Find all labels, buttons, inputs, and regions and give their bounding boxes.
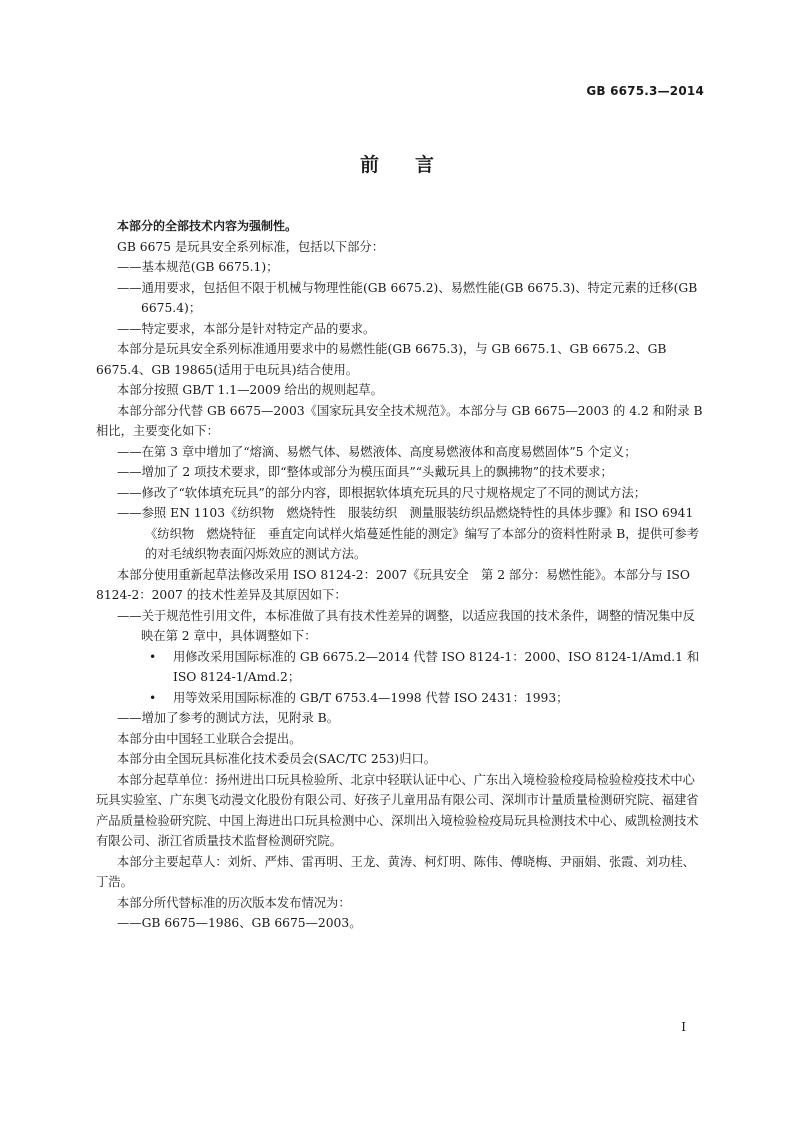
dash-item: ——GB 6675—1986、GB 6675—2003。 [117, 916, 362, 930]
paragraph: 本部分使用重新起草法修改采用 ISO 8124-2：2007《玩具安全 第 2 部分：易燃性能》。本部分与 ISO 8124-2：2007 的技术性差异及其原因如下： [96, 567, 690, 602]
dash-item: ——基本规范(GB 6675.1)； [117, 260, 279, 274]
paragraph: 本部分由全国玩具标准化技术委员会(SAC/TC 253)归口。 [117, 752, 437, 766]
paragraph: 本部分由中国轻工业联合会提出。 [117, 731, 302, 746]
bullet-icon: • [149, 649, 157, 664]
title-char-1: 前 [359, 154, 379, 176]
page-title [0, 150, 794, 177]
paragraph: 本部分所代替标准的历次版本发布情况为： [117, 895, 351, 910]
bullet-item [117, 688, 707, 709]
page-number: I [681, 1020, 686, 1034]
standard-number: GB 6675.3—2014 [586, 84, 704, 98]
foreword-body [96, 216, 707, 934]
dash-item: ——特定要求，本部分是针对特定产品的要求。 [117, 321, 376, 336]
bullet-item [117, 647, 707, 688]
title-char-2: 言 [415, 154, 435, 176]
dash-item: ——增加了参考的测试方法，见附录 B。 [117, 711, 339, 725]
dash-item: ——参照 EN 1103《纺织物 燃烧特性 服装纺织 测量服装纺织品燃烧特性的具体步骤》和 ISO 6941《纺织物 燃烧特征 垂直定向试样火焰蔓延性能的测定》编写了本部分的资料性附录 B，提供可参考的对毛绒织物表面闪烁效应的测试方法。 [117, 506, 700, 561]
dash-item: ——修改了“软体填充玩具”的部分内容，即根据软体填充玩具的尺寸规格规定了不同的测试方法； [117, 485, 647, 500]
dash-item: ——关于规范性引用文件，本标准做了具有技术性差异的调整，以适应我国的技术条件，调整的情况集中反映在第 2 章中，具体调整如下： [117, 608, 695, 643]
bullet-icon: • [149, 690, 157, 705]
bullet-text: 用等效采用国际标准的 GB/T 6753.4—1998 代替 ISO 2431：1993； [173, 690, 569, 705]
dash-item: ——通用要求，包括但不限于机械与物理性能(GB 6675.2)、易燃性能(GB 6675.3)、特定元素的迁移(GB 6675.4)； [117, 280, 698, 315]
paragraph: 本部分按照 GB/T 1.1—2009 给出的规则起草。 [117, 383, 383, 397]
mandatory-statement: 本部分的全部技术内容为强制性。 [117, 219, 298, 233]
bullet-text: 用修改采用国际标准的 GB 6675.2—2014 代替 ISO 8124-1：2000、ISO 8124-1/Amd.1 和 ISO 8124-1/Amd.2； [173, 649, 700, 684]
drafting-units: 本部分起草单位：扬州进出口玩具检验所、北京中轻联认证中心、广东出入境检验检疫局检验检疫技术中心玩具实验室、广东奥飞动漫文化股份有限公司、好孩子儿童用品有限公司、深圳市计量质量检测研究院、福建省产品质量检验研究院、中国上海进出口玩具检测中心、深圳出入境检验检疫局玩具检测技术中心、威凯检测技术有限公司、浙江省质量技术监督检测研究院。 [96, 772, 699, 848]
drafters: 本部分主要起草人：刘炘、严炜、雷再明、王龙、黄涛、柯灯明、陈伟、傅晓梅、尹丽娟、张霞、刘功桂、丁浩。 [96, 854, 695, 889]
paragraph: 本部分部分代替 GB 6675—2003《国家玩具安全技术规范》。本部分与 GB 6675—2003 的 4.2 和附录 B 相比，主要变化如下： [96, 403, 703, 438]
paragraph: GB 6675 是玩具安全系列标准，包括以下部分： [117, 239, 385, 254]
dash-item: ——增加了 2 项技术要求，即“整体或部分为模压面具”“头戴玩具上的飘拂物”的技术要求； [117, 465, 613, 479]
paragraph: 本部分是玩具安全系列标准通用要求中的易燃性能(GB 6675.3)，与 GB 6675.1、GB 6675.2、GB 6675.4、GB 19865(适用于电玩具)结合使用。 [96, 342, 667, 377]
dash-item: ——在第 3 章中增加了“熔滴、易燃气体、易燃液体、高度易燃液体和高度易燃固体”5 个定义； [117, 444, 637, 459]
